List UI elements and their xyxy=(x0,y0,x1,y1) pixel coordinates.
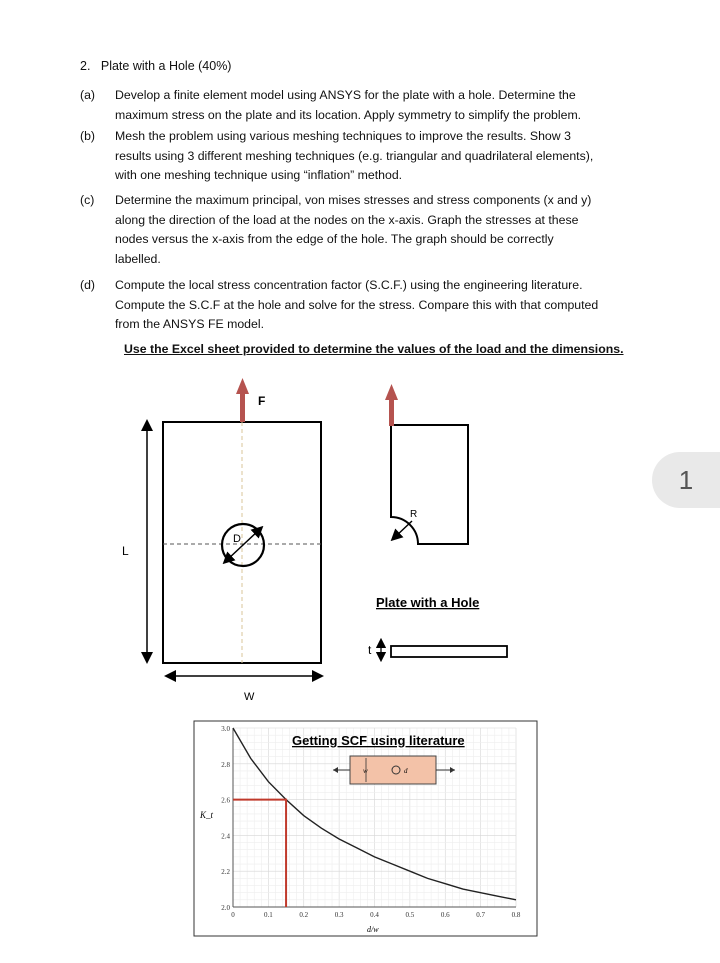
thickness-view xyxy=(368,643,507,657)
section-number: 2. xyxy=(80,59,91,73)
radius-label: R xyxy=(410,509,418,520)
chart-title: Getting SCF using literature xyxy=(292,733,465,748)
thickness-label: t xyxy=(368,643,372,657)
item-line: maximum stress on the plate and its location. Apply symmetry to simplify the problem. xyxy=(115,107,582,122)
x-tick-label: 0.2 xyxy=(299,911,309,919)
x-tick-label: 0 xyxy=(231,911,235,919)
x-tick-label: 0.3 xyxy=(334,911,344,919)
item-line: labelled. xyxy=(115,251,161,266)
figure-caption: Plate with a Hole xyxy=(376,595,480,610)
diameter-label: D xyxy=(233,533,241,545)
x-tick-label: 0.4 xyxy=(370,911,379,919)
item-line: Compute the local stress concentration factor (S.C.F.) using the engineering literature. xyxy=(115,278,583,292)
item-line: Determine the maximum principal, von mises stresses and stress components (x and y) xyxy=(115,193,592,207)
y-tick-label: 3.0 xyxy=(221,725,230,733)
item-line: results using 3 different meshing techniques (e.g. triangular and quadrilateral elements), xyxy=(115,148,594,163)
x-tick-label: 0.7 xyxy=(476,911,485,919)
force-label: F xyxy=(258,394,266,408)
length-label: L xyxy=(122,544,129,558)
force-arrow-head xyxy=(236,378,249,394)
quarter-force-head xyxy=(385,384,398,400)
diameter-arrow xyxy=(227,530,259,560)
plate-diagram xyxy=(122,378,321,703)
quarter-plate-outline xyxy=(391,425,468,544)
x-tick-label: 0.8 xyxy=(511,911,521,919)
item-line: Compute the S.C.F at the hole and solve for the stress. Compare this with that computed xyxy=(115,297,599,312)
x-tick-label: 0.1 xyxy=(264,911,273,919)
item-label: (d) xyxy=(80,278,96,292)
y-axis-label: K_t xyxy=(200,810,214,820)
y-tick-label: 2.2 xyxy=(221,868,230,877)
y-tick-label: 2.0 xyxy=(221,904,230,912)
excel-note: Use the Excel sheet provided to determine the values of the load and the dimensions. xyxy=(124,342,624,356)
section-title: Plate with a Hole (40%) xyxy=(100,59,232,73)
item-line: Develop a finite element model using ANSYS for the plate with a hole. Determine the xyxy=(115,88,576,102)
item-line: with one meshing technique using “inflation” method. xyxy=(115,168,403,182)
inset-d-label: d xyxy=(404,767,408,775)
scf-chart xyxy=(194,721,537,936)
thickness-rect xyxy=(391,646,507,657)
x-tick-label: 0.6 xyxy=(440,911,450,919)
page-indicator[interactable]: 1 xyxy=(652,452,720,508)
width-label: W xyxy=(244,691,255,703)
item-label: (c) xyxy=(80,193,95,207)
x-axis-label: d/w xyxy=(367,925,379,934)
x-tick-label: 0.5 xyxy=(405,911,415,919)
y-tick-label: 2.6 xyxy=(221,796,230,805)
radius-arrow xyxy=(395,521,412,537)
chart-grid xyxy=(233,728,516,907)
y-tick-label: 2.4 xyxy=(221,832,230,841)
y-tick-label: 2.8 xyxy=(221,760,230,769)
item-line: nodes versus the x-axis from the edge of the hole. The graph should be correctly xyxy=(115,232,554,246)
force-arrow-shaft xyxy=(240,392,245,422)
item-line: Mesh the problem using various meshing techniques to improve the results. Show 3 xyxy=(115,129,571,143)
item-line: from the ANSYS FE model. xyxy=(115,317,264,331)
quarter-force-shaft xyxy=(389,398,394,426)
inset-w-label: w xyxy=(363,767,368,775)
item-label: (b) xyxy=(80,129,96,143)
quarter-model xyxy=(385,384,468,544)
item-line: along the direction of the load at the nodes on the x-axis. Graph the stresses at these xyxy=(115,212,579,227)
item-label: (a) xyxy=(80,88,96,102)
